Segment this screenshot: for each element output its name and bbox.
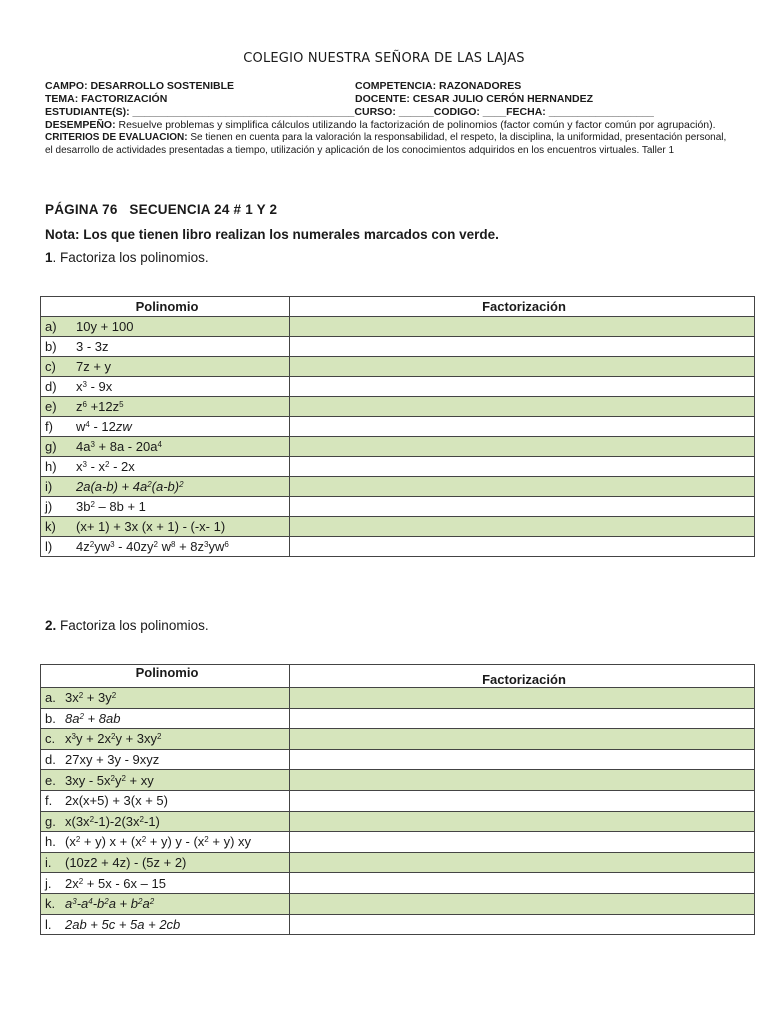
table-row	[41, 377, 755, 397]
col-polinomio-header: Polinomio	[41, 665, 290, 688]
factorizacion-answer-cell[interactable]	[290, 337, 755, 357]
header-row-2	[45, 93, 735, 106]
polinomio-cell	[41, 357, 290, 377]
table-row	[41, 811, 755, 832]
polynomial-expression: $3xy - 5x^2y^2$ + xy	[65, 772, 154, 788]
table-row	[41, 893, 755, 914]
polynomial-expression: $8a^2 + 8ab$	[65, 710, 121, 726]
factorizacion-answer-cell[interactable]	[290, 537, 755, 557]
row-label: i.	[45, 855, 52, 871]
table-row	[41, 832, 755, 853]
polynomial-expression: 3 - 3z	[76, 339, 109, 354]
factorizacion-answer-cell[interactable]	[290, 708, 755, 729]
row-label: g.	[45, 813, 56, 829]
polynomial-expression: $3b^2 - 8b + 1$	[76, 499, 146, 514]
polynomial-expression: $2x^2 + 5x - 6x - 15$	[65, 875, 166, 891]
table-row	[41, 337, 755, 357]
row-label: a)	[45, 319, 57, 334]
polynomial-expression: $3x^2 + 3y^2$	[65, 690, 117, 706]
competencia-text: COMPETENCIA: RAZONADORES	[355, 80, 522, 92]
factorizacion-answer-cell[interactable]	[290, 317, 755, 337]
polynomial-expression: $4z^2yw^3 - 40zy^2$ $w^8 + 8z^3yw^6$	[76, 539, 229, 554]
polinomio-cell	[41, 832, 290, 853]
polinomio-cell	[41, 517, 290, 537]
question-1-text: . Factoriza los polinomios.	[52, 250, 209, 265]
polinomio-cell	[41, 317, 290, 337]
polynomial-expression: $z^6 +12z^5$	[76, 399, 124, 414]
table-row	[41, 497, 755, 517]
factorizacion-answer-cell[interactable]	[290, 397, 755, 417]
factor-table-2	[40, 664, 755, 935]
question-2	[45, 618, 209, 633]
campo-text: CAMPO: DESARROLLO SOSTENIBLE	[45, 80, 235, 92]
row-label: h.	[45, 834, 56, 850]
col-polinomio-header: Polinomio	[41, 297, 290, 317]
nota-text: Nota: Los que tienen libro realizan los numerales marcados con verde.	[45, 227, 499, 242]
question-1	[45, 250, 209, 265]
table-row	[41, 357, 755, 377]
polinomio-cell	[41, 477, 290, 497]
table-row	[41, 397, 755, 417]
polinomio-cell	[41, 497, 290, 517]
header-block	[45, 80, 735, 158]
factor-table-1	[40, 296, 755, 557]
factorizacion-answer-cell[interactable]	[290, 688, 755, 709]
row-label: f)	[45, 419, 53, 434]
question-2-number: 2.	[45, 618, 57, 633]
factorizacion-answer-cell[interactable]	[290, 437, 755, 457]
polinomio-cell	[41, 457, 290, 477]
factorizacion-answer-cell[interactable]	[290, 377, 755, 397]
row-label: k)	[45, 519, 56, 534]
polinomio-cell	[41, 790, 290, 811]
polynomial-expression: $4a^3 + 8a - 20a^4$	[76, 439, 162, 454]
polinomio-cell	[41, 688, 290, 709]
polynomial-expression: $2a(a-b) + 4a^2(a-b)^2$	[76, 479, 184, 494]
desempeno-text: Resuelve problemas y simplifica cálculos utilizando la factorización de polinomios (factor común y factor común por agrupación).	[115, 119, 716, 131]
polinomio-cell	[41, 893, 290, 914]
table-row	[41, 457, 755, 477]
table-row	[41, 852, 755, 873]
factorizacion-answer-cell[interactable]	[290, 517, 755, 537]
factorizacion-answer-cell[interactable]	[290, 914, 755, 935]
factorizacion-answer-cell[interactable]	[290, 357, 755, 377]
row-label: d)	[45, 379, 57, 394]
table-row	[41, 729, 755, 750]
factorizacion-answer-cell[interactable]	[290, 873, 755, 894]
header-row-1	[45, 80, 735, 93]
polynomial-expression: $x^3y + 2x^2y + 3xy^2$	[65, 731, 162, 747]
table-row	[41, 437, 755, 457]
row-label: c)	[45, 359, 56, 374]
table-row	[41, 914, 755, 935]
question-2-text: Factoriza los polinomios.	[56, 618, 209, 633]
table-row	[41, 770, 755, 791]
factorizacion-answer-cell[interactable]	[290, 457, 755, 477]
row-label: a.	[45, 690, 56, 706]
desempeno-paragraph	[45, 119, 735, 132]
criterios-text: Se tienen en cuenta para la valoración la responsabilidad, el respeto, la disciplina, la uniformidad, presentación personal, el desarrollo de actividades presentadas a tiempo, utilización y aplicación de los conocimientos adquiridos en los encuentros virtuales. Taller 1	[45, 132, 727, 156]
polynomial-expression: $a^3-a^4-b^2a + b^2a^2$	[65, 896, 155, 912]
polinomio-cell	[41, 873, 290, 894]
table-row	[41, 317, 755, 337]
col-factorizacion-header: Factorización	[290, 665, 755, 688]
factorizacion-answer-cell[interactable]	[290, 729, 755, 750]
polinomio-cell	[41, 437, 290, 457]
desempeno-label: DESEMPEÑO:	[45, 119, 116, 131]
row-label: e.	[45, 772, 56, 788]
table-row	[41, 417, 755, 437]
polynomial-expression: $x(3x^2-1)-2(3x^2-1)$	[65, 813, 160, 829]
table-row	[41, 537, 755, 557]
polynomial-expression: 27xy + 3y - 9xyz	[65, 752, 160, 768]
polinomio-cell	[41, 537, 290, 557]
row-label: l.	[45, 916, 52, 932]
factorizacion-answer-cell[interactable]	[290, 749, 755, 770]
estudiante-line: ESTUDIANTE(S): ______________________________________CURSO: ______CODIGO: ____FECHA: __________________	[45, 106, 654, 118]
row-label: l)	[45, 539, 53, 554]
polinomio-cell	[41, 377, 290, 397]
row-label: g)	[45, 439, 57, 454]
table-row	[41, 790, 755, 811]
row-label: b.	[45, 710, 56, 726]
row-label: k.	[45, 896, 56, 912]
polynomial-expression: (x+ 1) + 3x (x + 1) - (-x- 1)	[76, 519, 226, 534]
polynomial-expression: 7z + y	[76, 359, 112, 374]
pagina-heading: PÁGINA 76 SECUENCIA 24 # 1 Y 2	[45, 202, 278, 217]
row-label: i)	[45, 479, 53, 494]
factorizacion-answer-cell[interactable]	[290, 770, 755, 791]
row-label: b)	[45, 339, 57, 354]
factorizacion-answer-cell[interactable]	[290, 790, 755, 811]
polynomial-expression: (10z2 + 4z) - (5z + 2)	[65, 855, 187, 871]
polinomio-cell	[41, 749, 290, 770]
row-label: j)	[45, 499, 53, 514]
polynomial-expression: $w^4 - 12zw$	[76, 419, 132, 434]
table-row	[41, 873, 755, 894]
polinomio-cell	[41, 914, 290, 935]
tema-text: TEMA: FACTORIZACIÓN	[45, 93, 168, 105]
row-label: d.	[45, 752, 56, 768]
polinomio-cell	[41, 729, 290, 750]
polinomio-cell	[41, 337, 290, 357]
row-label: c.	[45, 731, 56, 747]
row-label: j.	[45, 875, 52, 891]
factorizacion-answer-cell[interactable]	[290, 852, 755, 873]
factorizacion-answer-cell[interactable]	[290, 832, 755, 853]
col-factorizacion-header: Factorización	[290, 297, 755, 317]
polynomial-expression: 10y + 100	[76, 319, 134, 334]
question-1-number: 1	[45, 250, 53, 265]
factorizacion-answer-cell[interactable]	[290, 893, 755, 914]
table-row	[41, 749, 755, 770]
factorizacion-answer-cell[interactable]	[290, 477, 755, 497]
table-row	[41, 477, 755, 497]
docente-text: DOCENTE: CESAR JULIO CERÓN HERNANDEZ	[355, 93, 594, 105]
factorizacion-answer-cell[interactable]	[290, 417, 755, 437]
polinomio-cell	[41, 417, 290, 437]
polinomio-cell	[41, 708, 290, 729]
criterios-label: CRITERIOS DE EVALUACION:	[45, 132, 188, 143]
row-label: e)	[45, 399, 57, 414]
polynomial-expression: 2x(x+5) + 3(x + 5)	[65, 793, 168, 809]
table-row	[41, 517, 755, 537]
polynomial-expression: $x^3 - x^2 - 2x$	[76, 459, 135, 474]
criterios-paragraph	[45, 132, 735, 158]
row-label: h)	[45, 459, 57, 474]
row-label: f.	[45, 793, 53, 809]
factorizacion-answer-cell[interactable]	[290, 497, 755, 517]
polinomio-cell	[41, 397, 290, 417]
polinomio-cell	[41, 770, 290, 791]
polynomial-expression: $x^3 - 9x$	[76, 379, 113, 394]
school-title: COLEGIO NUESTRA SEÑORA DE LAS LAJAS	[243, 51, 525, 66]
polinomio-cell	[41, 852, 290, 873]
polynomial-expression: 2ab + 5c + 5a + 2cb	[65, 916, 181, 932]
table-row	[41, 688, 755, 709]
factorizacion-answer-cell[interactable]	[290, 811, 755, 832]
polynomial-expression: $(x^2 + y) x + (x^2 + y)$ $y - (x^2 + y)$ xy	[65, 834, 252, 850]
table-row	[41, 708, 755, 729]
polinomio-cell	[41, 811, 290, 832]
